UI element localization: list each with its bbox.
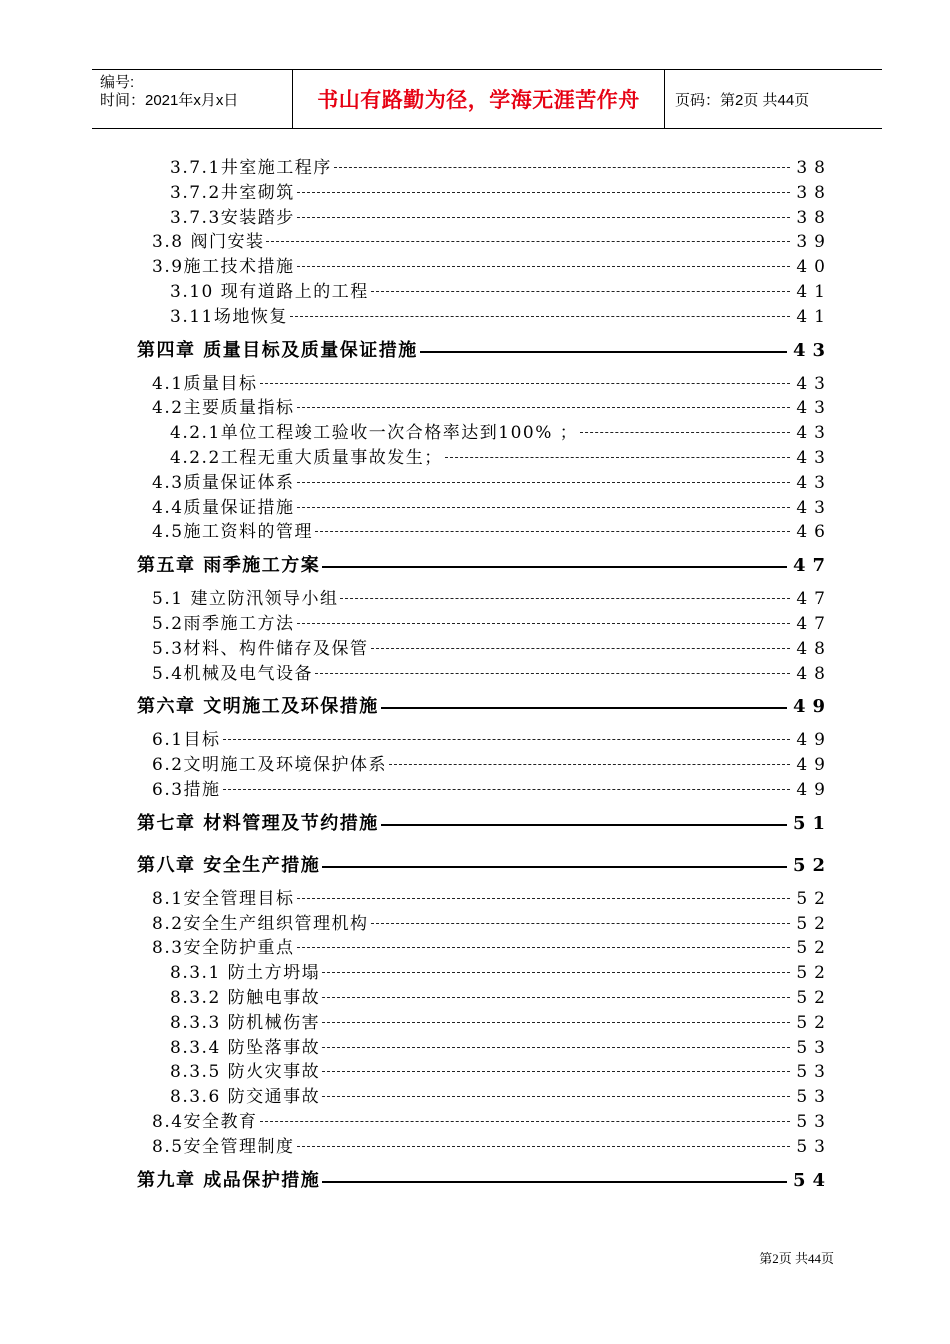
toc-entry-label: 3.10 现有道路上的工程 (170, 282, 369, 302)
toc-entry-label: 4.2.2工程无重大质量事故发生； (170, 448, 443, 468)
toc-page-number: 38 (796, 207, 832, 228)
toc-page-number: 52 (796, 938, 832, 959)
toc-page-number: 43 (796, 472, 832, 493)
toc-page-number: 52 (796, 888, 832, 909)
toc-leader (322, 566, 787, 568)
toc-entry[interactable] (0, 280, 950, 304)
toc-page-number: 49 (792, 696, 832, 718)
toc-entry-label: 8.3.5 防火灾事故 (170, 1062, 321, 1083)
toc-leader (260, 1121, 790, 1122)
toc-entry-label: 8.3.1 防土方坍塌 (170, 963, 321, 984)
toc-leader (297, 192, 790, 193)
footer-page-info: 第2页 共44页 (759, 1251, 834, 1266)
toc-page-number: 43 (796, 373, 832, 394)
toc-page-number: 47 (792, 555, 832, 577)
toc-leader (381, 707, 787, 709)
toc-entry-label: 第九章 成品保护措施 (137, 1169, 321, 1191)
toc-entry-label: 3.8 阀门安装 (152, 232, 265, 253)
toc-page-number: 46 (796, 522, 832, 543)
toc-leader (371, 648, 790, 649)
toc-entry[interactable] (0, 181, 950, 205)
toc-entry[interactable] (0, 961, 950, 985)
toc-entry-label: 8.3.6 防交通事故 (170, 1087, 321, 1108)
toc-leader (445, 457, 790, 458)
toc-chapter[interactable] (0, 812, 950, 836)
toc-page-number: 53 (796, 1112, 832, 1132)
toc-page-number: 43 (792, 339, 832, 361)
toc-entry-label: 5.2雨季施工方法 (152, 614, 295, 634)
toc-leader (580, 432, 790, 433)
toc-page-number: 53 (796, 1062, 832, 1083)
toc-entry-label: 8.3.2 防触电事故 (170, 988, 321, 1008)
toc-page-number: 52 (796, 1012, 832, 1033)
toc-leader (297, 947, 790, 948)
toc-entry[interactable] (0, 156, 950, 180)
toc-page-number: 53 (796, 1037, 832, 1058)
toc-entry-label: 3.11场地恢复 (170, 306, 288, 327)
toc-leader (260, 383, 790, 384)
toc-leader (297, 1146, 790, 1147)
toc-leader (322, 1181, 787, 1183)
toc-page-number: 43 (796, 497, 832, 518)
toc-page-number: 38 (796, 182, 832, 203)
toc-entry-label: 8.5安全管理制度 (152, 1136, 295, 1157)
toc-entry-label: 8.4安全教育 (152, 1112, 258, 1132)
toc-page-number: 40 (796, 257, 832, 278)
toc-entry[interactable] (0, 520, 950, 544)
header-page-info: 页码：第2页 共44页 (675, 91, 810, 109)
toc-entry-label: 3.7.3安装踏步 (170, 207, 295, 228)
toc-entry[interactable] (0, 255, 950, 279)
toc-leader (322, 972, 790, 973)
toc-page-number: 52 (792, 854, 832, 876)
toc-leader (322, 1022, 790, 1023)
toc-entry-label: 8.3.3 防机械伤害 (170, 1012, 321, 1033)
toc-entry-label: 6.1目标 (152, 730, 221, 751)
toc-entry-label: 4.2主要质量指标 (152, 398, 295, 419)
toc-page-number: 52 (796, 913, 832, 934)
toc-entry[interactable] (0, 1135, 950, 1159)
toc-leader (297, 407, 790, 408)
toc-entry[interactable] (0, 612, 950, 636)
toc-entry[interactable] (0, 936, 950, 960)
toc-entry-label: 4.1质量目标 (152, 373, 258, 394)
toc-entry-label: 第四章 质量目标及质量保证措施 (137, 339, 418, 361)
toc-entry[interactable] (0, 421, 950, 445)
toc-entry[interactable] (0, 778, 950, 802)
toc-page-number: 43 (796, 448, 832, 468)
toc-entry[interactable] (0, 753, 950, 777)
toc-leader (322, 866, 787, 868)
toc-entry-label: 8.2安全生产组织管理机构 (152, 913, 369, 934)
toc-page-number: 49 (796, 730, 832, 751)
toc-entry[interactable] (0, 912, 950, 936)
toc-entry-label: 3.7.2井室砌筑 (170, 182, 295, 203)
toc-leader (297, 623, 790, 624)
toc-page-number: 52 (796, 988, 832, 1008)
toc-leader (297, 507, 790, 508)
toc-entry-label: 5.1 建立防汛领导小组 (152, 589, 339, 610)
toc-entry[interactable] (0, 1036, 950, 1060)
toc-entry[interactable] (0, 1085, 950, 1109)
toc-page-number: 41 (796, 306, 832, 327)
toc-leader (371, 923, 790, 924)
toc-entry-label: 4.5施工资料的管理 (152, 522, 314, 543)
toc-page-number: 49 (796, 780, 832, 800)
toc-entry[interactable] (0, 471, 950, 495)
toc-page-number: 49 (796, 755, 832, 776)
toc-leader (389, 764, 790, 765)
toc-page-number: 43 (796, 398, 832, 419)
toc-entry-label: 5.4机械及电气设备 (152, 663, 314, 684)
number-label: 编号: (100, 74, 135, 91)
toc-entry-label: 第六章 文明施工及环保措施 (137, 696, 379, 718)
toc-page-number: 47 (796, 589, 832, 610)
toc-entry-label: 4.2.1单位工程竣工验收一次合格率达到100% ； (170, 423, 579, 444)
toc-entry[interactable] (0, 496, 950, 520)
toc-leader (322, 1071, 790, 1072)
toc-entry[interactable] (0, 587, 950, 611)
page-header (92, 69, 882, 129)
toc-leader (334, 167, 790, 168)
toc-entry-label: 3.9施工技术措施 (152, 257, 295, 278)
toc-entry[interactable] (0, 230, 950, 254)
toc-entry[interactable] (0, 446, 950, 470)
toc-chapter[interactable] (0, 1169, 950, 1193)
toc-entry-label: 6.2文明施工及环境保护体系 (152, 755, 388, 776)
toc-entry[interactable] (0, 986, 950, 1010)
toc-entry[interactable] (0, 1060, 950, 1084)
toc-entry[interactable] (0, 372, 950, 396)
toc-page-number: 52 (796, 963, 832, 984)
toc-leader (315, 673, 790, 674)
toc-entry-label: 第八章 安全生产措施 (137, 854, 321, 876)
toc-entry[interactable] (0, 637, 950, 661)
time-label: 时间：2021年x月x日 (100, 92, 239, 109)
toc-leader (322, 997, 790, 998)
toc-leader (223, 739, 790, 740)
toc-page-number: 48 (796, 663, 832, 684)
toc-leader (315, 531, 790, 532)
toc-entry[interactable] (0, 396, 950, 420)
toc-entry-label: 3.7.1井室施工程序 (170, 158, 332, 178)
toc-entry[interactable] (0, 206, 950, 230)
toc-chapter[interactable] (0, 554, 950, 578)
toc-leader (297, 898, 790, 899)
toc-entry-label: 4.3质量保证体系 (152, 472, 295, 493)
toc-entry-label: 4.4质量保证措施 (152, 497, 295, 518)
toc-leader (371, 291, 790, 292)
toc-entry-label: 6.3措施 (152, 780, 221, 800)
toc-page-number: 41 (796, 282, 832, 302)
toc-entry[interactable] (0, 887, 950, 911)
toc-leader (266, 241, 790, 242)
toc-leader (420, 351, 787, 353)
toc-page-number: 48 (796, 638, 832, 659)
toc-chapter[interactable] (0, 339, 950, 363)
toc-entry-label: 5.3材料、构件储存及保管 (152, 638, 369, 659)
toc-entry-label: 第七章 材料管理及节约措施 (137, 812, 379, 834)
toc-page-number: 53 (796, 1136, 832, 1157)
toc-entry[interactable] (0, 305, 950, 329)
toc-page-number: 54 (792, 1169, 832, 1191)
toc-entry[interactable] (0, 1110, 950, 1134)
toc-leader (381, 824, 787, 826)
toc-entry[interactable] (0, 728, 950, 752)
toc-page-number: 47 (796, 614, 832, 634)
toc-leader (223, 789, 790, 790)
toc-entry-label: 8.3.4 防坠落事故 (170, 1037, 321, 1058)
toc-entry-label: 第五章 雨季施工方案 (137, 555, 321, 577)
toc-page-number: 38 (796, 158, 832, 178)
toc-leader (297, 266, 790, 267)
toc-page-number: 53 (796, 1087, 832, 1108)
toc-leader (290, 316, 790, 317)
toc-leader (322, 1047, 790, 1048)
toc-leader (340, 598, 790, 599)
toc-chapter[interactable] (0, 695, 950, 719)
toc-page-number: 51 (792, 812, 832, 834)
toc-page-number: 39 (796, 232, 832, 253)
toc-entry-label: 8.3安全防护重点 (152, 938, 295, 959)
toc-entry-label: 8.1安全管理目标 (152, 888, 295, 909)
toc-leader (297, 217, 790, 218)
header-motto: 书山有路勤为径，学海无涯苦作舟 (292, 70, 665, 128)
toc-leader (322, 1096, 790, 1097)
toc-leader (297, 482, 790, 483)
header-meta (92, 70, 292, 128)
toc-entry[interactable] (0, 1011, 950, 1035)
toc-page-number: 43 (796, 423, 832, 444)
toc-chapter[interactable] (0, 854, 950, 878)
toc-entry[interactable] (0, 662, 950, 686)
